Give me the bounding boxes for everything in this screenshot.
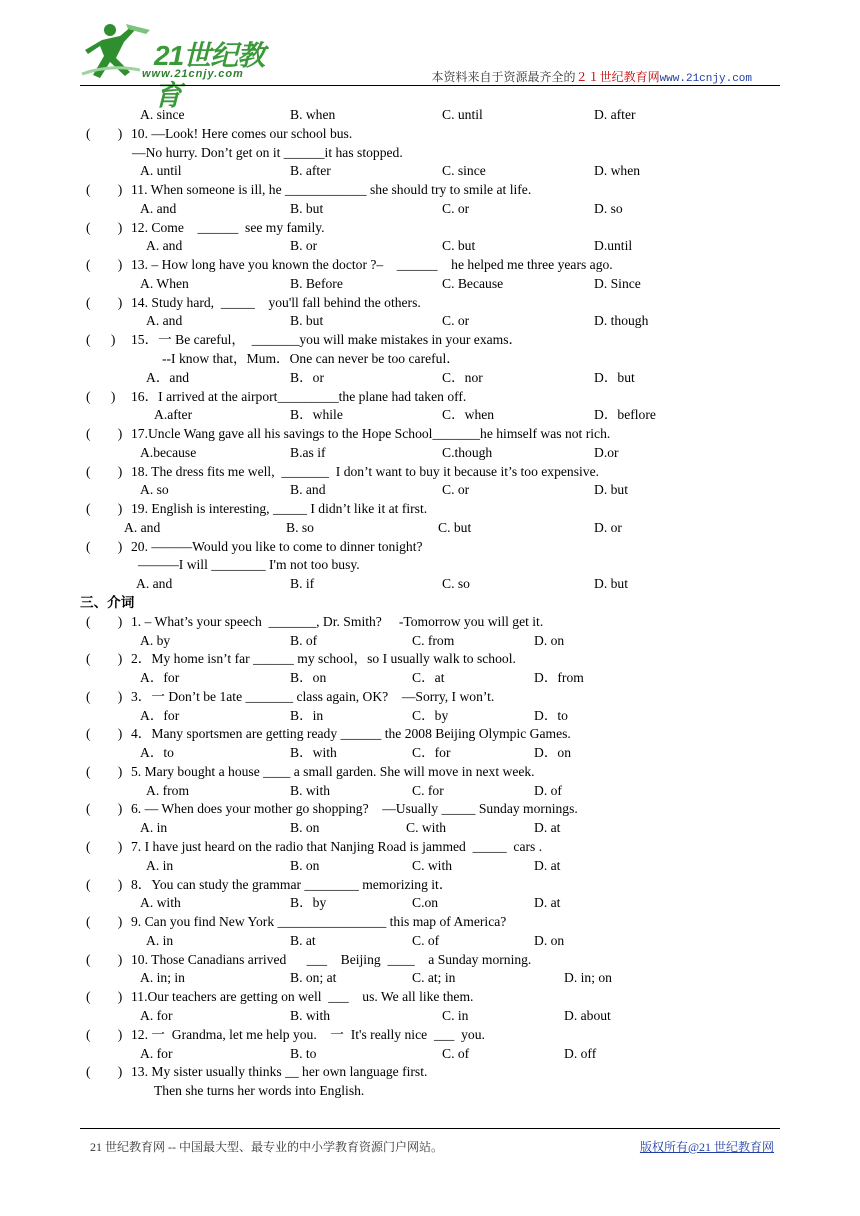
answer-option: B. at: [290, 932, 316, 948]
answer-option: D. or: [594, 519, 622, 535]
answer-option: D．beflore: [594, 407, 656, 423]
answer-option: A. until: [140, 163, 182, 179]
answer-option: C. since: [442, 163, 486, 179]
answer-blank[interactable]: ( ): [86, 801, 123, 817]
answer-blank[interactable]: ( ): [86, 388, 116, 404]
section-heading: 三、介词: [80, 595, 135, 611]
answer-option: D. at: [534, 895, 561, 911]
answer-option: D．from: [534, 670, 584, 686]
answer-option: C.on: [412, 895, 439, 911]
answer-option: D. after: [594, 107, 636, 122]
answer-option: B. with: [290, 782, 331, 798]
question-text: 1. – What’s your speech _______, Dr. Smith? -Tomorrow you will get it.: [131, 613, 544, 629]
answer-option: A. from: [146, 782, 190, 798]
question-text: 16．I arrived at the airport_________the plane had taken off.: [131, 388, 467, 404]
header-note: [432, 68, 752, 85]
question-text: 17.Uncle Wang gave all his savings to the Hope School_______he himself was not rich.: [131, 426, 611, 442]
question-text: 11. When someone is ill, he ____________ she should try to smile at life.: [131, 182, 532, 198]
question-text: 8．You can study the grammar ________ memorizing it．: [131, 876, 453, 892]
answer-blank[interactable]: ( ): [86, 182, 123, 198]
answer-option: C. of: [442, 1045, 470, 1061]
answer-option: C．when: [442, 407, 495, 423]
question-text: 13. – How long have you known the doctor ?– ______ he helped me three years ago.: [131, 257, 613, 273]
answer-option: B. with: [290, 1007, 331, 1023]
answer-option: D. when: [594, 163, 641, 179]
answer-option: A.because: [140, 444, 197, 460]
answer-option: A．to: [140, 745, 174, 761]
answer-blank[interactable]: ( ): [86, 463, 123, 479]
answer-option: C. Because: [442, 275, 504, 291]
header-divider: [80, 85, 780, 86]
answer-option: B. but: [290, 200, 324, 216]
answer-blank[interactable]: ( ): [86, 538, 123, 554]
question-text: 15．一 Be careful， _______you will make mistakes in your exams．: [131, 332, 523, 348]
answer-option: B.as if: [290, 444, 326, 460]
answer-option: C. in: [442, 1007, 469, 1023]
answer-option: B．in: [290, 707, 324, 723]
answer-option: D. so: [594, 200, 623, 216]
answer-option: C. until: [442, 107, 483, 122]
answer-option: C．nor: [442, 369, 483, 385]
answer-option: B. after: [290, 163, 331, 179]
answer-blank[interactable]: ( ): [86, 1064, 123, 1080]
question-text: 13. My sister usually thinks __ her own language first.: [131, 1064, 428, 1080]
logo-url: www.21cnjy.com: [142, 68, 244, 80]
question-text: 20. ———Would you like to come to dinner tonight?: [131, 538, 423, 554]
answer-option: A. with: [140, 895, 181, 911]
answer-blank[interactable]: ( ): [86, 613, 123, 629]
answer-option: D. at: [534, 820, 561, 836]
question-text: 5. Mary bought a house ____ a small garden. She will move in next week.: [131, 763, 535, 779]
answer-option: D. of: [534, 782, 562, 798]
answer-option: A. for: [140, 1045, 173, 1061]
answer-option: D.until: [594, 238, 633, 254]
answer-blank[interactable]: ( ): [86, 839, 123, 855]
answer-option: B. if: [290, 576, 315, 592]
answer-option: A. and: [146, 313, 183, 329]
answer-option: C. with: [412, 857, 453, 873]
question-text: 14. Study hard, _____ you'll fall behind the others.: [131, 294, 421, 310]
answer-option: B．or: [290, 369, 324, 385]
answer-option: C. but: [438, 519, 472, 535]
answer-option: A．for: [140, 670, 180, 686]
question-text: 7. I have just heard on the radio that Nanjing Road is jammed _____ cars .: [131, 839, 543, 855]
answer-blank[interactable]: ( ): [86, 763, 123, 779]
answer-blank[interactable]: ( ): [86, 257, 123, 273]
answer-option: D.or: [594, 444, 619, 460]
answer-option: C. but: [442, 238, 476, 254]
question-text: 3．一 Don’t be 1ate _______ class again, OK? —Sorry, I won’t.: [131, 688, 495, 704]
answer-option: D. but: [594, 576, 628, 592]
answer-blank[interactable]: ( ): [86, 726, 123, 742]
answer-option: A. by: [140, 632, 171, 648]
answer-option: C．by: [412, 707, 449, 723]
answer-option: B. but: [290, 313, 324, 329]
question-text: 18. The dress fits me well, _______ I don’t want to buy it because it’s too expensive.: [131, 463, 600, 479]
answer-option: D. off: [564, 1045, 597, 1061]
answer-option: C.though: [442, 444, 493, 460]
answer-option: B. Before: [290, 275, 343, 291]
footer-copyright-link[interactable]: 版权所有@21 世纪教育网: [639, 1140, 774, 1154]
question-text: 19. English is interesting, _____ I didn’t like it at first.: [131, 501, 428, 517]
answer-option: B. and: [290, 482, 326, 498]
answer-option: A. since: [140, 107, 185, 122]
answer-option: D. on: [534, 932, 565, 948]
header-note-site[interactable]: ２１世纪教育网: [575, 70, 660, 84]
question-text: --I know that，Mum．One can never be too careful．: [162, 351, 460, 366]
answer-option: D. Since: [594, 275, 641, 291]
answer-option: A. and: [124, 519, 161, 535]
question-text: 11.Our teachers are getting on well ___ us. We all like them.: [131, 989, 474, 1005]
answer-blank[interactable]: ( ): [86, 426, 123, 442]
question-text: 4．Many sportsmen are getting ready ______ the 2008 Beijing Olympic Games.: [131, 726, 571, 742]
answer-option: A．for: [140, 707, 180, 723]
answer-option: D. at: [534, 857, 561, 873]
answer-option: C. from: [412, 632, 455, 648]
answer-option: B．with: [290, 745, 337, 761]
logo-text: 21世纪教育: [154, 40, 265, 111]
answer-option: A. in: [146, 857, 174, 873]
answer-option: B. of: [290, 632, 318, 648]
answer-blank[interactable]: ( ): [86, 914, 123, 930]
answer-option: D．on: [534, 745, 572, 761]
answer-option: C. so: [442, 576, 470, 592]
answer-option: A．and: [146, 369, 190, 385]
answer-option: A. When: [140, 275, 189, 291]
answer-option: B. or: [290, 238, 318, 254]
answer-option: B．by: [290, 895, 327, 911]
answer-blank[interactable]: ( ): [86, 1026, 123, 1042]
answer-option: B. to: [290, 1045, 317, 1061]
header-note-prefix: 本资料来自于资源最齐全的: [431, 70, 576, 84]
answer-option: A. in; in: [140, 970, 185, 986]
question-text: ———I will ________ I'm not too busy.: [138, 557, 360, 573]
answer-blank[interactable]: ( ): [86, 294, 123, 310]
answer-option: D. in; on: [564, 970, 612, 986]
answer-option: D. but: [594, 482, 628, 498]
answer-option: C. or: [442, 482, 470, 498]
answer-option: B. on: [290, 857, 320, 873]
answer-option: D. about: [564, 1007, 611, 1023]
answer-option: A. and: [136, 576, 173, 592]
answer-blank[interactable]: ( ): [86, 332, 116, 348]
answer-blank[interactable]: ( ): [86, 651, 123, 667]
question-text: 12. Come ______ see my family.: [131, 219, 325, 235]
question-text: Then she turns her words into English.: [154, 1083, 365, 1099]
answer-blank[interactable]: ( ): [86, 688, 123, 704]
question-text: 9. Can you find New York ________________ this map of America?: [131, 914, 507, 930]
answer-option: D．to: [534, 707, 568, 723]
answer-option: B．on: [290, 670, 327, 686]
footer-divider: [80, 1128, 780, 1129]
answer-option: B. on; at: [290, 970, 337, 986]
answer-blank[interactable]: ( ): [86, 219, 123, 235]
answer-blank[interactable]: ( ): [86, 501, 123, 517]
page-header: [80, 18, 780, 111]
answer-option: B．while: [290, 407, 343, 423]
answer-option: A. so: [140, 482, 169, 498]
answer-option: C. or: [442, 313, 470, 329]
question-text: 10. —Look! Here comes our school bus.: [131, 125, 353, 141]
answer-option: B. on: [290, 820, 320, 836]
answer-option: D．but: [594, 369, 635, 385]
answer-option: C. for: [412, 782, 444, 798]
question-text: 2．My home isn’t far ______ my school，so I usually walk to school.: [131, 651, 516, 667]
answer-option: B. when: [290, 107, 336, 122]
answer-blank[interactable]: ( ): [86, 989, 123, 1005]
answer-option: A. and: [140, 200, 177, 216]
question-text: 6. — When does your mother go shopping? —Usually _____ Sunday mornings.: [131, 801, 578, 817]
answer-option: B. so: [286, 519, 314, 535]
answer-blank[interactable]: ( ): [86, 125, 123, 141]
answer-option: A. and: [146, 238, 183, 254]
question-text: 10. Those Canadians arrived ___ Beijing ____ a Sunday morning.: [131, 951, 532, 967]
answer-option: D. on: [534, 632, 565, 648]
answer-option: D. though: [594, 313, 649, 329]
answer-option: A. in: [140, 820, 168, 836]
answer-option: C．at: [412, 670, 445, 686]
footer-tagline: 21 世纪教育网 -- 中国最大型、最专业的中小学教育资源门户网站。: [90, 1140, 443, 1154]
answer-blank[interactable]: ( ): [86, 876, 123, 892]
answer-blank[interactable]: ( ): [86, 951, 123, 967]
question-text: 12. 一 Grandma, let me help you. 一 It's really nice ___ you.: [131, 1026, 485, 1042]
answer-option: C. or: [442, 200, 470, 216]
question-text: —No hurry. Don’t get on it ______it has stopped.: [132, 144, 403, 160]
site-logo: [80, 20, 280, 111]
answer-option: A. in: [146, 932, 174, 948]
header-note-url[interactable]: www.21cnjy.com: [659, 73, 752, 85]
answer-option: C. with: [406, 820, 447, 836]
answer-option: A. for: [140, 1007, 173, 1023]
answer-option: C．for: [412, 745, 451, 761]
answer-option: C. at; in: [412, 970, 456, 986]
answer-option: A.after: [154, 407, 193, 423]
answer-option: C. of: [412, 932, 440, 948]
